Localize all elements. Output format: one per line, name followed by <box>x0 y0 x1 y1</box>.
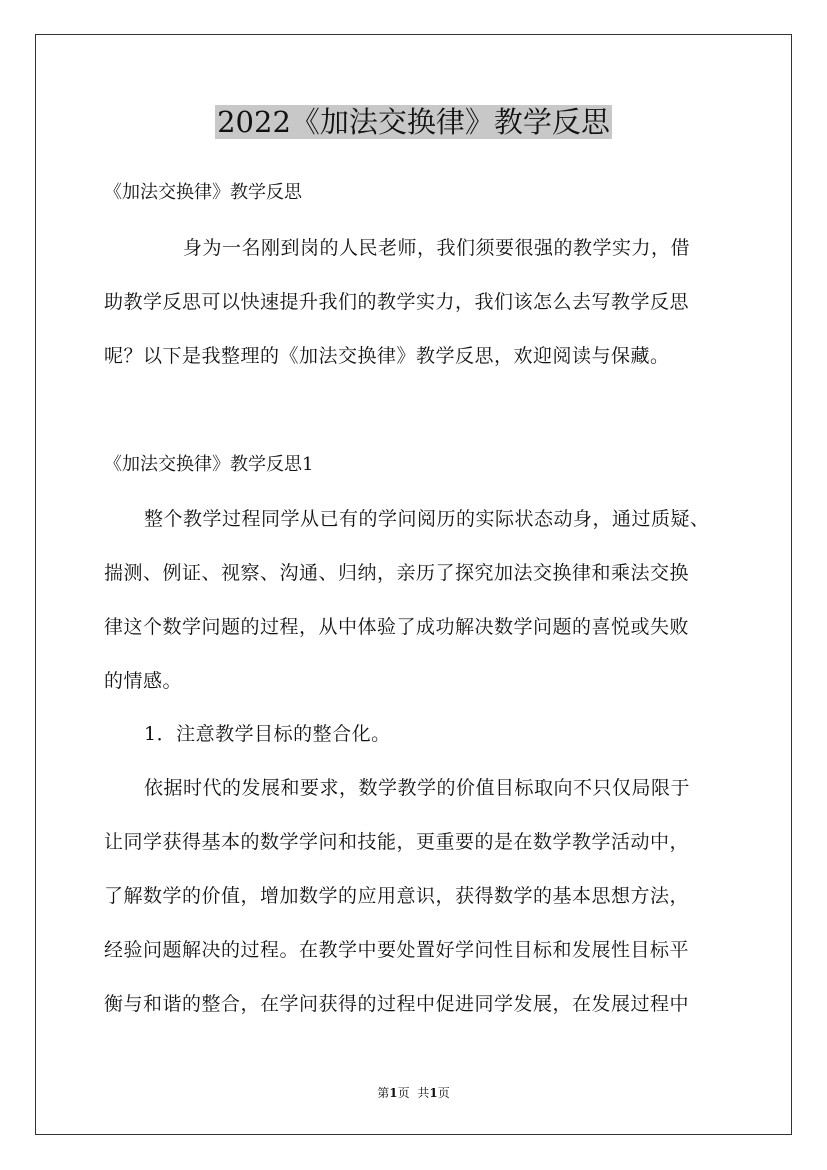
footer-page-suffix: 页 <box>397 1086 410 1100</box>
footer-total-suffix: 页 <box>437 1086 450 1100</box>
section-1-para-2-line-5: 衡与和谐的整合，在学问获得的过程中促进同学发展，在发展过程中 <box>104 993 690 1015</box>
section-1-para-1-line-3: 律这个数学问题的过程，从中体验了成功解决数学问题的喜悦或失败 <box>104 616 690 638</box>
section-1-para-1-line-4: 的情感。 <box>104 670 183 692</box>
section-1-para-1-line-2: 揣测、例证、视察、沟通、归纳，亲历了探究加法交换律和乘法交换 <box>104 562 690 584</box>
footer-page-number: 1 <box>389 1086 398 1100</box>
section-1-para-2-line-3: 了解数学的价值，增加数学的应用意识，获得数学的基本思想方法， <box>104 885 690 907</box>
document-title-text: 2022《加法交换律》教学反思 <box>217 105 610 139</box>
page-footer <box>0 1085 827 1101</box>
section-1-para-2-line-2: 让同学获得基本的数学学问和技能，更重要的是在数学教学活动中， <box>104 831 690 853</box>
document-subtitle: 《加法交换律》教学反思 <box>104 182 302 203</box>
footer-total-prefix: 共 <box>417 1086 430 1100</box>
section-1-para-2-line-1: 依据时代的发展和要求，数学教学的价值目标取向不只仅局限于 <box>144 777 691 799</box>
footer-total-pages: 1 <box>429 1086 438 1100</box>
section-1-para-1-line-1: 整个教学过程同学从已有的学问阅历的实际状态动身，通过质疑、 <box>144 508 710 530</box>
intro-line-3: 呢？以下是我整理的《加法交换律》教学反思，欢迎阅读与保藏。 <box>104 345 670 367</box>
footer-page-prefix: 第 <box>377 1086 390 1100</box>
document-title <box>0 100 827 144</box>
section-1-heading: 《加法交换律》教学反思1 <box>104 454 314 475</box>
intro-line-1: 身为一名刚到岗的人民老师，我们须要很强的教学实力，借 <box>183 237 691 259</box>
point-1-heading: 1．注意教学目标的整合化。 <box>144 723 391 745</box>
section-1-para-2-line-4: 经验问题解决的过程。在教学中要处置好学问性目标和发展性目标平 <box>104 939 690 961</box>
intro-line-2: 助教学反思可以快速提升我们的教学实力，我们该怎么去写教学反思 <box>104 291 690 313</box>
